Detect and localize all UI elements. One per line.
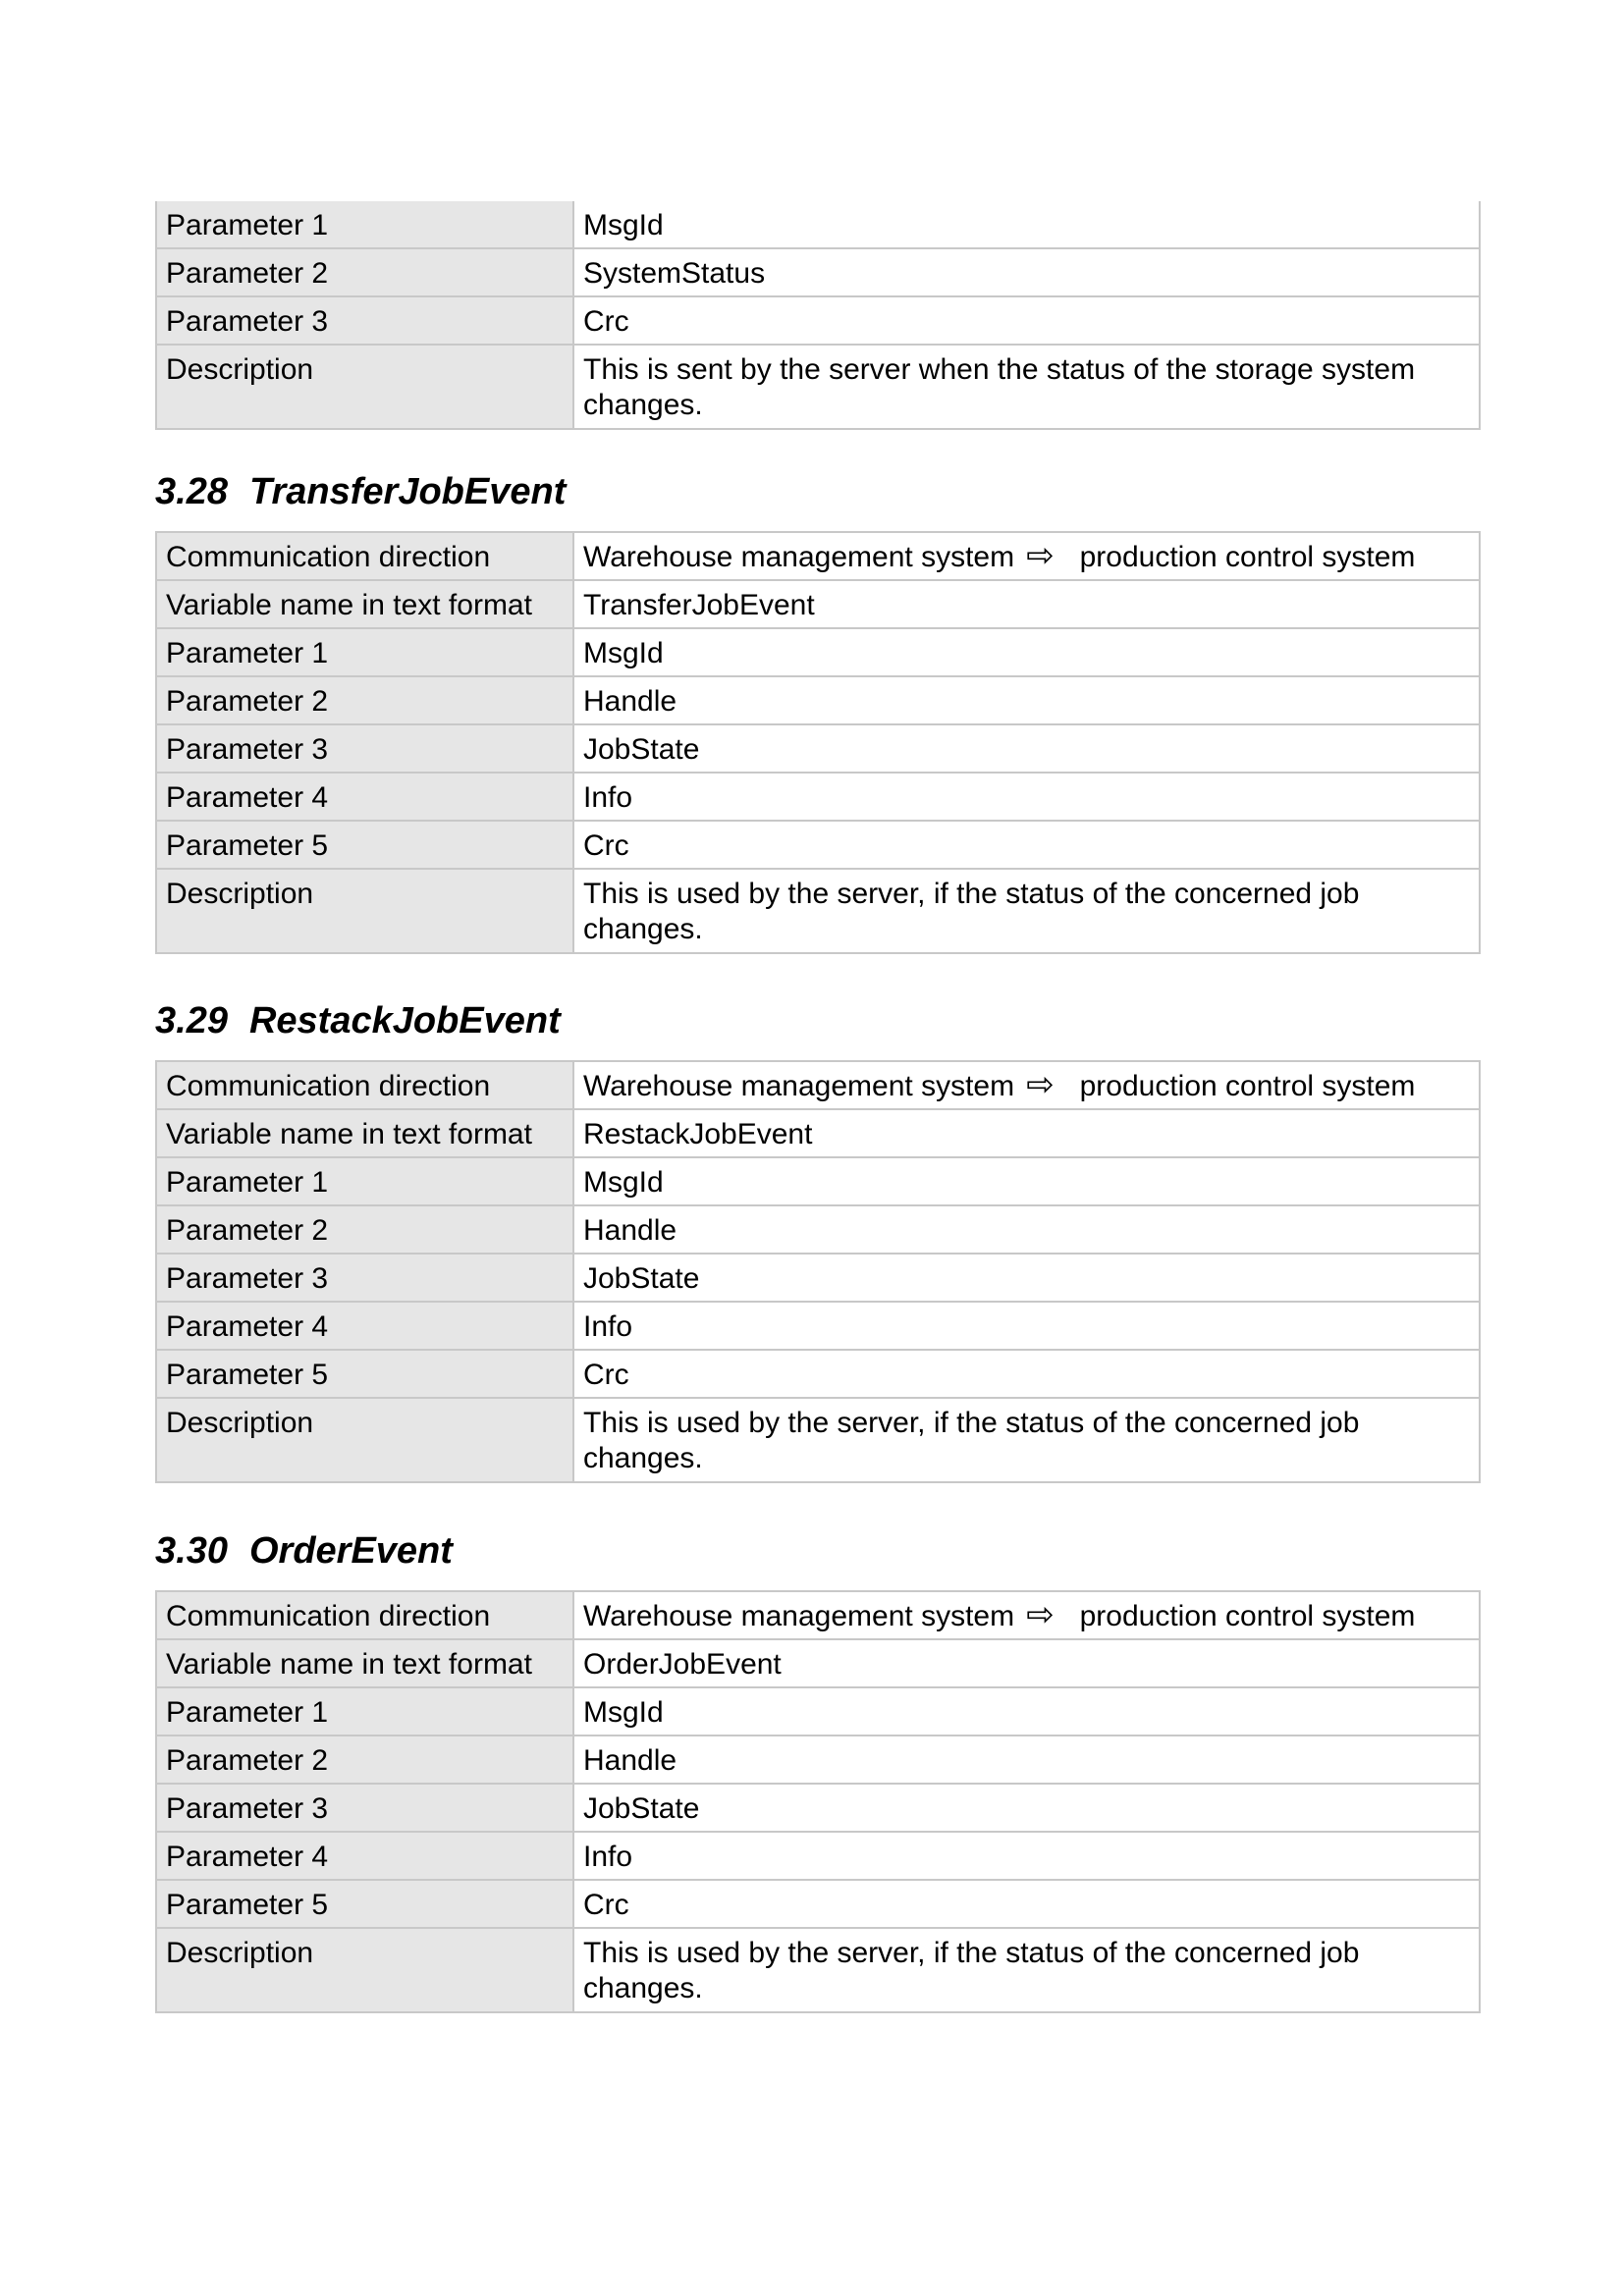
row-key: Parameter 4 (156, 773, 573, 821)
table-row (156, 580, 1480, 628)
right-arrow-icon: ⇨ (1026, 1596, 1055, 1633)
row-key: Communication direction (156, 1591, 573, 1639)
row-key: Parameter 3 (156, 1784, 573, 1832)
table-row (156, 1591, 1480, 1639)
row-key: Parameter 5 (156, 1350, 573, 1398)
row-key: Variable name in text format (156, 1109, 573, 1157)
row-value: Handle (573, 676, 1480, 724)
communication-direction-value (573, 1061, 1480, 1109)
direction-to: production control system (1079, 1600, 1416, 1632)
row-value: Handle (573, 1735, 1480, 1784)
table-row (156, 869, 1480, 953)
row-value: Handle (573, 1205, 1480, 1254)
row-value: MsgId (573, 628, 1480, 676)
table-row (156, 1735, 1480, 1784)
row-value: Info (573, 1302, 1480, 1350)
row-value: TransferJobEvent (573, 580, 1480, 628)
row-value: Info (573, 1832, 1480, 1880)
row-key: Communication direction (156, 1061, 573, 1109)
row-value: RestackJobEvent (573, 1109, 1480, 1157)
section-heading (155, 998, 561, 1043)
table-row (156, 532, 1480, 580)
row-key: Parameter 2 (156, 1735, 573, 1784)
table-row (156, 724, 1480, 773)
row-value: This is used by the server, if the status of the concerned job changes. (573, 1928, 1480, 2012)
section-number: 3.29 (155, 1000, 228, 1041)
direction-from: Warehouse management system (583, 1070, 1015, 1102)
row-key: Parameter 4 (156, 1832, 573, 1880)
table-row (156, 345, 1480, 429)
row-value: This is used by the server, if the status of the concerned job changes. (573, 869, 1480, 953)
row-key: Parameter 3 (156, 296, 573, 345)
table-row (156, 1205, 1480, 1254)
row-value: This is used by the server, if the status of the concerned job changes. (573, 1398, 1480, 1482)
row-key: Parameter 4 (156, 1302, 573, 1350)
row-key: Parameter 3 (156, 724, 573, 773)
row-value: JobState (573, 724, 1480, 773)
table-row (156, 1350, 1480, 1398)
row-value: MsgId (573, 1157, 1480, 1205)
row-value: JobState (573, 1784, 1480, 1832)
row-value: Crc (573, 1880, 1480, 1928)
row-key: Variable name in text format (156, 1639, 573, 1687)
row-value: Info (573, 773, 1480, 821)
table-row (156, 296, 1480, 345)
row-key: Parameter 1 (156, 201, 573, 248)
table-row (156, 1109, 1480, 1157)
row-key: Parameter 5 (156, 1880, 573, 1928)
section-heading (155, 469, 566, 514)
table-row (156, 1687, 1480, 1735)
table-row (156, 1784, 1480, 1832)
row-value: MsgId (573, 201, 1480, 248)
table-row (156, 1832, 1480, 1880)
section-heading (155, 1528, 453, 1574)
table-row (156, 1398, 1480, 1482)
row-key: Description (156, 1398, 573, 1482)
row-value: Crc (573, 821, 1480, 869)
row-value: This is sent by the server when the status of the storage system changes. (573, 345, 1480, 429)
row-key: Description (156, 345, 573, 429)
row-value: Crc (573, 1350, 1480, 1398)
row-key: Description (156, 1928, 573, 2012)
restack-job-event-table (155, 1060, 1481, 1483)
direction-from: Warehouse management system (583, 541, 1015, 573)
row-key: Variable name in text format (156, 580, 573, 628)
table-row (156, 248, 1480, 296)
row-key: Description (156, 869, 573, 953)
row-key: Parameter 1 (156, 628, 573, 676)
section-number: 3.30 (155, 1530, 228, 1572)
row-key: Parameter 2 (156, 676, 573, 724)
table-row (156, 821, 1480, 869)
row-value: Crc (573, 296, 1480, 345)
direction-to: production control system (1079, 541, 1416, 573)
table-row (156, 1880, 1480, 1928)
row-key: Parameter 1 (156, 1157, 573, 1205)
table-row (156, 628, 1480, 676)
row-key: Parameter 2 (156, 248, 573, 296)
table-row (156, 676, 1480, 724)
direction-from: Warehouse management system (583, 1600, 1015, 1632)
section-title: TransferJobEvent (248, 471, 567, 512)
transfer-job-event-table (155, 531, 1481, 954)
right-arrow-icon: ⇨ (1026, 1066, 1055, 1103)
row-key: Parameter 1 (156, 1687, 573, 1735)
row-value: SystemStatus (573, 248, 1480, 296)
system-status-table-continued (155, 201, 1481, 430)
communication-direction-value (573, 1591, 1480, 1639)
row-value: JobState (573, 1254, 1480, 1302)
table-row (156, 1928, 1480, 2012)
section-number: 3.28 (155, 471, 228, 512)
table-row (156, 1302, 1480, 1350)
table-row (156, 201, 1480, 248)
row-key: Parameter 5 (156, 821, 573, 869)
section-title: OrderEvent (248, 1530, 453, 1572)
row-key: Communication direction (156, 532, 573, 580)
communication-direction-value (573, 532, 1480, 580)
row-key: Parameter 2 (156, 1205, 573, 1254)
table-row (156, 1639, 1480, 1687)
table-row (156, 1157, 1480, 1205)
direction-to: production control system (1079, 1070, 1416, 1102)
table-row (156, 1254, 1480, 1302)
order-event-table (155, 1590, 1481, 2013)
right-arrow-icon: ⇨ (1026, 537, 1055, 574)
table-row (156, 773, 1480, 821)
row-value: OrderJobEvent (573, 1639, 1480, 1687)
section-title: RestackJobEvent (248, 1000, 561, 1041)
row-key: Parameter 3 (156, 1254, 573, 1302)
row-value: MsgId (573, 1687, 1480, 1735)
table-row (156, 1061, 1480, 1109)
